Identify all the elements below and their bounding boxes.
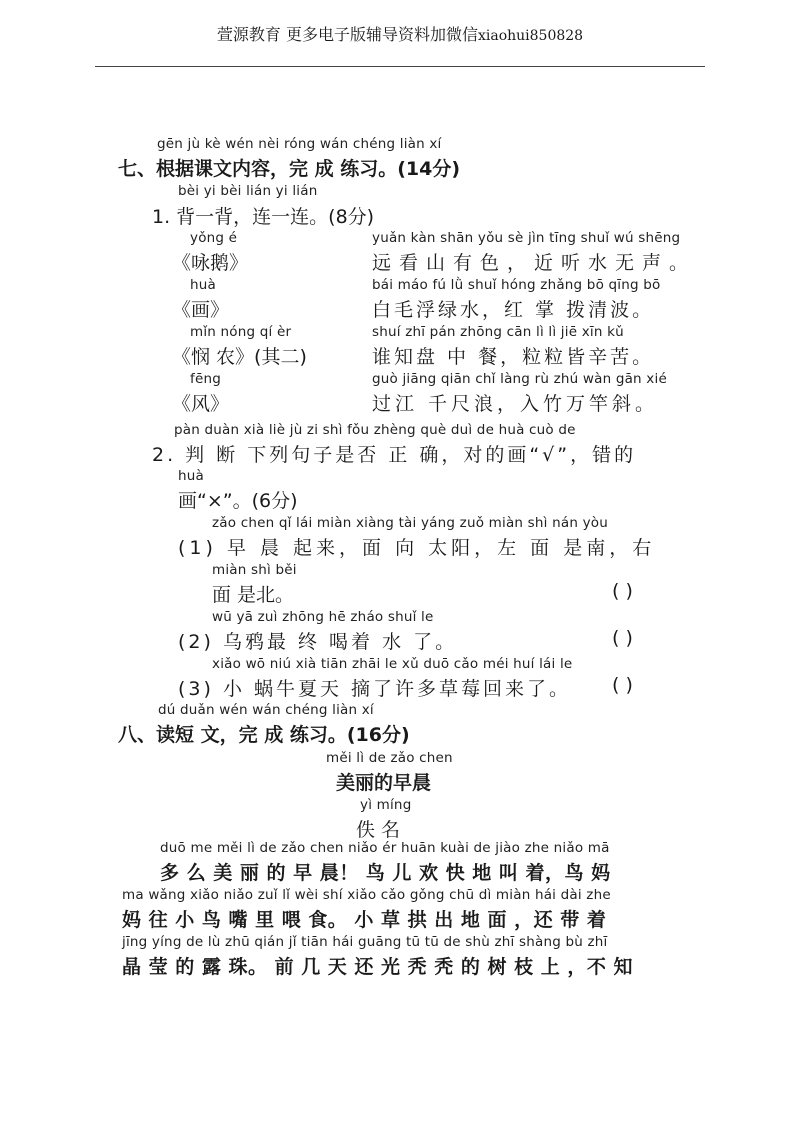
- item-text: (2) 乌鸦最 终 喝着 水 了。: [178, 631, 458, 653]
- story-line: 妈 往 小 鸟 嘴 里 喂 食。 小 草 拱 出 地 面 ，还 带 着: [122, 909, 607, 931]
- poem-right-pinyin: shuí zhī pán zhōng cān lì lì jiē xīn kǔ: [372, 324, 624, 340]
- poem-right-pinyin: guò jiāng qiān chǐ làng rù zhú wàn gān xié: [372, 371, 667, 387]
- item-text: (3) 小 蜗牛夏天 摘了许多草莓回来了。: [178, 678, 572, 700]
- answer-blank[interactable]: ( ): [612, 674, 633, 696]
- poem-right-pinyin: bái máo fú lǜ shuǐ hóng zhǎng bō qīng bō: [372, 277, 661, 293]
- answer-blank[interactable]: ( ): [612, 580, 633, 602]
- poem-left-title: 《画》: [172, 299, 230, 321]
- poem-left-pinyin: huà: [190, 277, 216, 293]
- story-line-pinyin: jīng yíng de lù zhū qián jǐ tiān hái guāng tū tū de shù zhī shàng bù zhī: [122, 934, 608, 950]
- poem-right-line: 白毛浮绿水，红 掌 拨清波。: [372, 299, 655, 321]
- item-pinyin: wū yā zuì zhōng hē zháo shuǐ le: [212, 609, 434, 625]
- item-text: (1) 早 晨 起来，面 向 太阳，左 面 是南，右: [178, 537, 656, 559]
- item-pinyin: xiǎo wō niú xià tiān zhāi le xǔ duō cǎo méi huí lái le: [212, 656, 573, 672]
- section8-pinyin: dú duǎn wén wán chéng liàn xí: [158, 702, 374, 718]
- item-pinyin: zǎo chen qǐ lái miàn xiàng tài yáng zuǒ miàn shì nán yòu: [212, 515, 608, 531]
- story-author: 佚 名: [356, 819, 401, 841]
- story-title-pinyin: měi lì de zǎo chen: [326, 750, 453, 766]
- poem-right-pinyin: yuǎn kàn shān yǒu sè jìn tīng shuǐ wú shēng: [372, 230, 681, 246]
- q2-pinyin: pàn duàn xià liè jù zi shì fǒu zhèng què duì de huà cuò de: [174, 422, 576, 438]
- q2-title-2: 画“×”。(6分): [178, 490, 298, 512]
- item-text-2: 面 是北。: [212, 584, 295, 606]
- q1-title: 1. 背一背，连一连。(8分): [152, 206, 375, 228]
- q2-title: 2. 判 断 下列句子是否 正 确，对的画“√”，错的: [152, 444, 637, 466]
- poem-right-line: 谁知盘 中 餐，粒粒皆辛苦。: [372, 346, 655, 368]
- poem-left-pinyin: fēng: [190, 371, 221, 387]
- story-title: 美丽的早晨: [336, 772, 432, 794]
- story-line-pinyin: ma wǎng xiǎo niǎo zuǐ lǐ wèi shí xiǎo cǎo gǒng chū dì miàn hái dài zhe: [122, 887, 611, 903]
- page-header: [0, 22, 800, 45]
- story-line-pinyin: duō me měi lì de zǎo chen niǎo ér huān kuài de jiào zhe niǎo mā: [160, 840, 610, 856]
- poem-right-line: 远看山有色，近听水无声。: [372, 252, 697, 274]
- poem-left-pinyin: mǐn nóng qí èr: [190, 324, 292, 340]
- poem-left-title: 《风》: [172, 393, 230, 415]
- header-code: xiaohui850828: [477, 28, 584, 44]
- poem-left-title: 《悯 农》(其二): [172, 346, 307, 368]
- story-line: 晶 莹 的 露 珠。 前 几 天 还 光 秃 秃 的 树 枝 上 ，不 知: [122, 956, 633, 978]
- poem-right-line: 过江 千尺浪，入竹万竿斜。: [372, 393, 659, 415]
- story-line: 多 么 美 丽 的 早 晨！ 鸟 儿 欢 快 地 叫 着，鸟 妈: [160, 862, 611, 884]
- section7-pinyin: gēn jù kè wén nèi róng wán chéng liàn xí: [157, 136, 442, 152]
- section7-title: 七、根据课文内容，完 成 练习。(14分): [118, 158, 461, 180]
- answer-blank[interactable]: ( ): [612, 627, 633, 649]
- poem-left-title: 《咏鹅》: [172, 252, 249, 274]
- header-divider: [95, 66, 705, 67]
- q1-pinyin: bèi yi bèi lián yi lián: [178, 183, 318, 199]
- story-author-pinyin: yì míng: [360, 797, 412, 813]
- item-pinyin-2: miàn shì běi: [212, 562, 297, 578]
- poem-left-pinyin: yǒng é: [190, 230, 238, 246]
- header-text: 萱源教育 更多电子版辅导资料加微信: [216, 25, 478, 44]
- q2-pinyin-2: huà: [178, 468, 204, 484]
- section8-title: 八、读短 文，完 成 练习。(16分): [118, 724, 410, 746]
